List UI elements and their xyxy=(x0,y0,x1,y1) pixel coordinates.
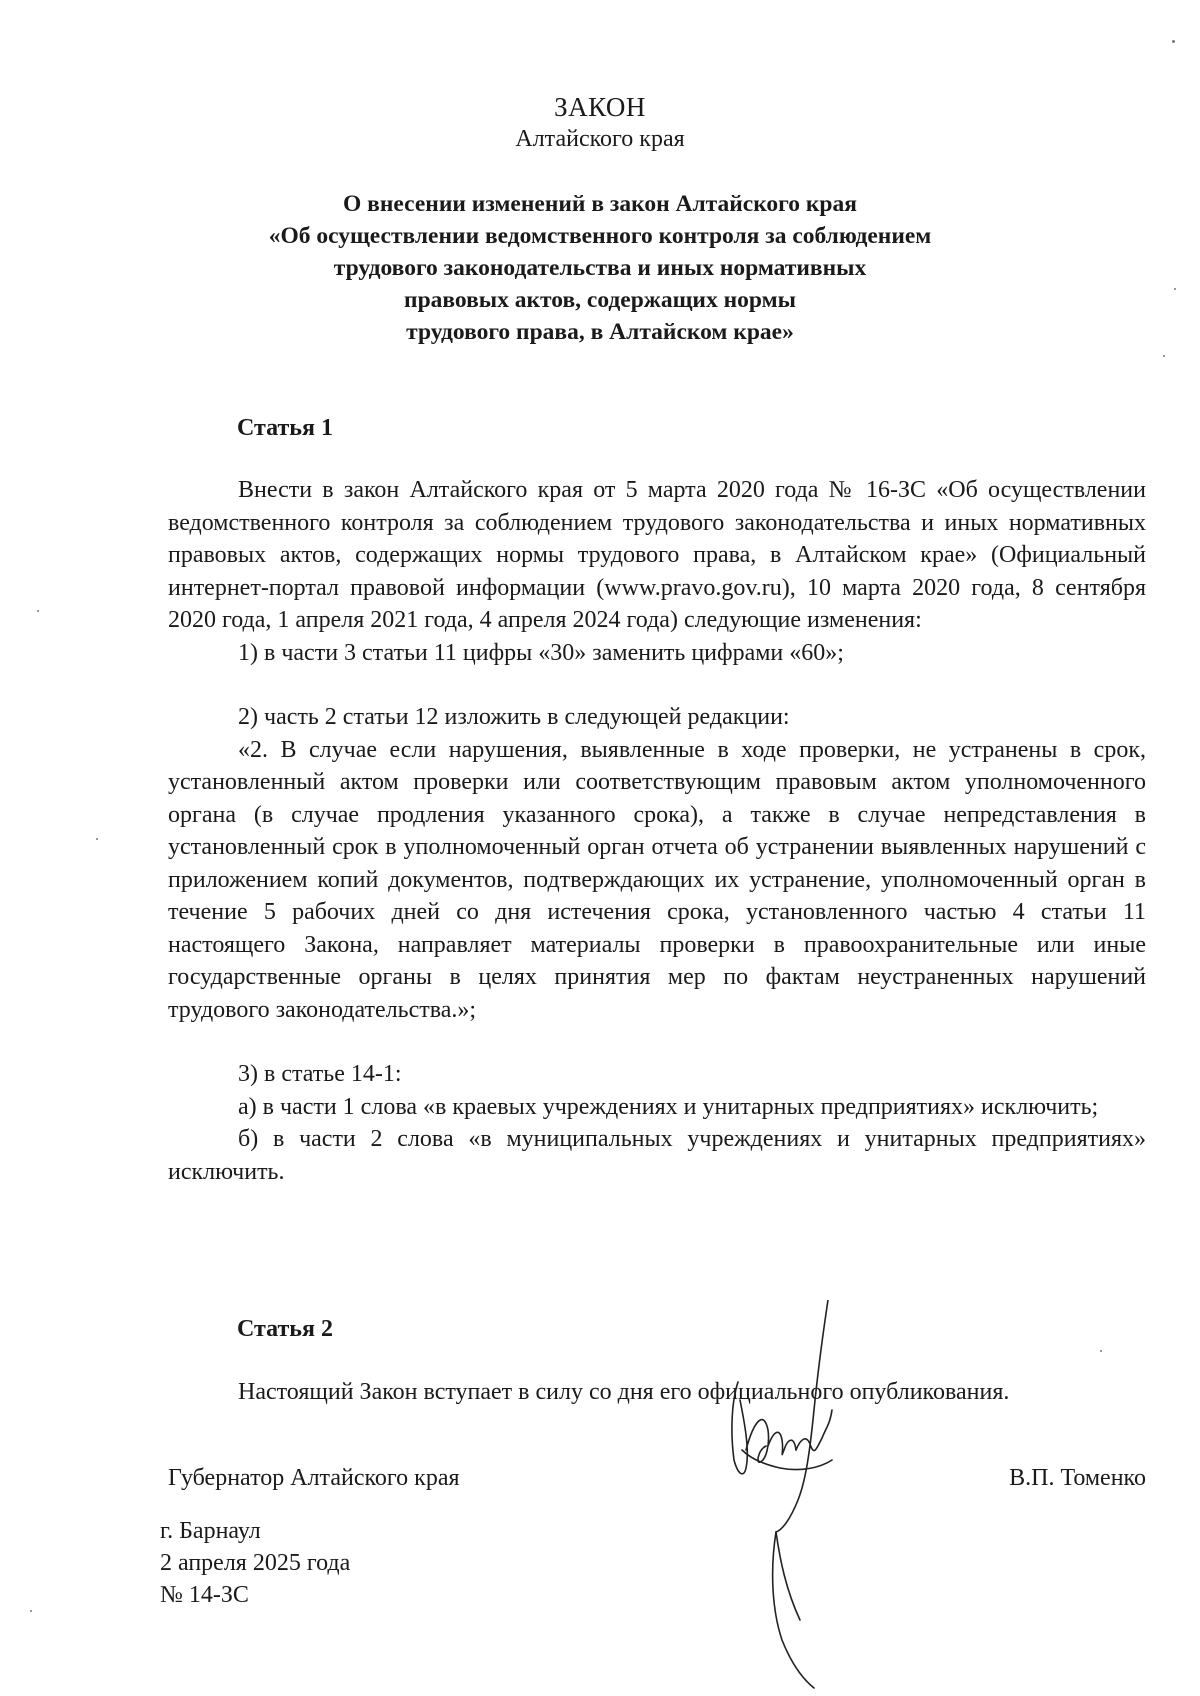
article-2-heading: Статья 2 xyxy=(237,1316,333,1342)
title-line: правовых актов, содержащих нормы xyxy=(404,287,796,313)
article-1-intro-paragraph: Внести в закон Алтайского края от 5 марта 2020 года № 16-ЗС «Об осуществлении ведомственного контроля за соблюдением трудового законодательства и иных нормативных правовых актов, содержащих нормы трудового права, в Алтайском крае» (Официальный интернет-портал правовой информации (www.pravo.gov.ru), 10 марта 2020 года, 8 сентября 2020 года, 1 апреля 2021 года, 4 апреля 2024 года) следующие изменения: xyxy=(168,477,1146,633)
amendment-item-2: 2) часть 2 статьи 12 изложить в следующей редакции: xyxy=(238,704,790,730)
place-date-block xyxy=(160,1515,350,1611)
article-2-paragraph: Настоящий Закон вступает в силу со дня его официального опубликования. xyxy=(238,1379,1010,1405)
article-1-heading: Статья 1 xyxy=(237,415,333,441)
document-title xyxy=(0,188,1200,348)
scan-speck xyxy=(1174,288,1176,290)
title-line: О внесении изменений в закон Алтайского края xyxy=(343,191,857,217)
amendment-item-3: 3) в статье 14-1: xyxy=(238,1061,402,1087)
amendment-item-3a: а) в части 1 слова «в краевых учреждениях и унитарных предприятиях» исключить; xyxy=(238,1093,1099,1120)
law-number: № 14-ЗС xyxy=(160,1582,249,1608)
scan-speck xyxy=(37,610,39,612)
signing-date: 2 апреля 2025 года xyxy=(160,1550,351,1576)
signing-city: г. Барнаул xyxy=(160,1518,261,1544)
governor-title: Губернатор Алтайского края xyxy=(168,1465,460,1491)
amendment-item-1: 1) в части 3 статьи 11 цифры «30» заменить цифрами «60»; xyxy=(238,639,844,666)
article-2-body xyxy=(168,1376,1146,1409)
document-region: Алтайского края xyxy=(515,126,685,152)
scan-speck xyxy=(1172,40,1175,43)
scan-speck xyxy=(30,1610,32,1612)
amendment-item-3b: б) в части 2 слова «в муниципальных учреждениях и унитарных предприятиях» исключить. xyxy=(168,1126,1146,1185)
governor-name: В.П. Томенко xyxy=(1009,1465,1146,1491)
scan-speck xyxy=(1100,1350,1102,1352)
article-1-body xyxy=(168,474,1146,1188)
title-line: «Об осуществлении ведомственного контроля за соблюдением xyxy=(268,223,932,249)
scan-speck xyxy=(96,838,98,840)
title-line: трудового права, в Алтайском крае» xyxy=(406,319,794,345)
amendment-item-2-text: «2. В случае если нарушения, выявленные в ходе проверки, не устранены в срок, установленный актом проверки или соответствующим правовым актом уполномоченного органа (в случае продления указанного срока), а также в случае непредставления в установленный срок в уполномоченный орган отчета об устранении выявленных нарушений с приложением копий документов, подтверждающих их устранение, уполномоченный орган в течение 5 рабочих дней со дня истечения срока, установленного частью 4 статьи 11 настоящего Закона, направляет материалы проверки в правоохранительные или иные государственные органы в целях принятия мер по фактам неустраненных нарушений трудового законодательства.»; xyxy=(168,736,1146,1023)
scan-speck xyxy=(1163,355,1165,357)
handwritten-signature xyxy=(710,1300,870,1690)
title-line: трудового законодательства и иных нормативных xyxy=(333,255,867,281)
document-type: ЗАКОН xyxy=(554,92,646,122)
